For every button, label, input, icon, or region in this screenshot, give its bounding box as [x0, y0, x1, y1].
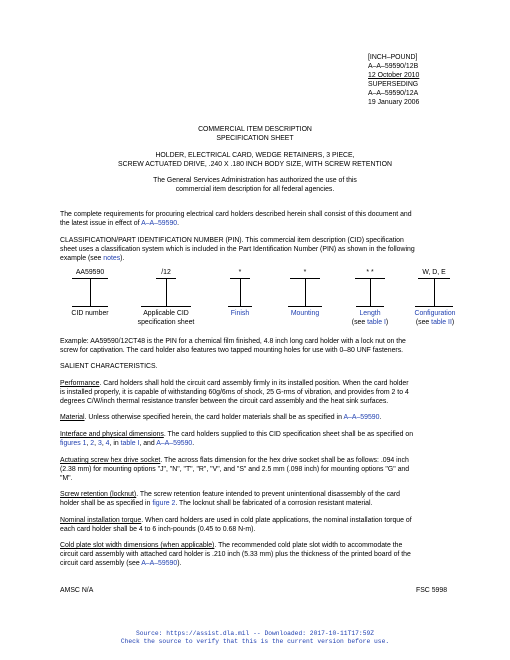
title-line-2: SPECIFICATION SHEET	[216, 135, 294, 142]
pin-code-mounting: *	[303, 269, 307, 276]
previous-document-id: A–A–59590/12A	[368, 90, 419, 97]
comma: ,	[101, 440, 106, 448]
torque-line-1	[60, 516, 460, 525]
pin-code-finish: *	[238, 269, 242, 276]
tick-finish	[228, 306, 252, 307]
actuating-heading: Actuating screw hex drive socket	[60, 457, 161, 464]
close-paren: ).	[120, 255, 125, 263]
notes-link[interactable]: notes	[103, 255, 121, 263]
leader-length	[370, 279, 371, 306]
units-label: [INCH–POUND]	[368, 54, 418, 61]
retention-heading: Screw retention (locknut)	[60, 491, 137, 498]
pin-code-cid: AA59590	[75, 269, 105, 276]
salient-heading: SALIENT CHARACTERISTICS.	[60, 363, 158, 370]
tick-configuration	[415, 306, 453, 307]
interface-text: . The card holders supplied to this CID specification sheet shall be as specified on	[163, 431, 414, 438]
see-text: (see	[415, 319, 432, 326]
verify-line: Check the source to verify that this is the current version before use.	[120, 638, 390, 645]
length-ref	[340, 318, 400, 327]
figure-2-link[interactable]: figure 2	[152, 500, 176, 508]
table-i-link[interactable]: table I	[120, 440, 140, 448]
comma: ,	[86, 440, 91, 448]
coldplate-text: . The recommended cold plate slot width to accommodate the	[214, 542, 403, 549]
header-block	[368, 53, 478, 107]
requirements-line-1: The complete requirements for procuring electrical card holders described herein shall consist of this document and	[60, 211, 412, 218]
leader-mounting	[305, 279, 306, 306]
retention-line-1	[60, 490, 460, 499]
see-text: (see	[351, 319, 368, 326]
pin-label-mounting[interactable]: Mounting	[290, 310, 320, 317]
and-text: , and	[139, 440, 157, 448]
example-line-2: screw for captivation. The card holder also features two tapped mounting holes for use with 0–80 UNF fasteners.	[60, 347, 404, 355]
superseding-label: SUPERSEDING	[368, 81, 419, 88]
tick-length	[356, 306, 384, 307]
close-paren: ).	[177, 560, 182, 568]
subject-line-1: HOLDER, ELECTRICAL CARD, WEDGE RETAINERS, 3 PIECE,	[155, 152, 355, 159]
classification-paragraph	[60, 236, 460, 264]
leader-cid	[90, 279, 91, 306]
example-line-1: Example: AA59590/12CT48 is the PIN for a chemical film finished, 4.8 inch long card holder with a lock nut on the	[60, 338, 406, 345]
period: .	[379, 414, 382, 421]
retention-paragraph	[60, 490, 460, 508]
coldplate-aa59590-link[interactable]: A–A–59590	[141, 560, 178, 568]
classification-text: example (see	[60, 255, 104, 263]
leader-configuration	[434, 279, 435, 306]
retention-text-3: . The locknut shall be fabricated of a corrosion resistant material.	[175, 500, 373, 508]
figure-3-link[interactable]: 3	[97, 440, 102, 448]
material-aa59590-link[interactable]: A–A–59590	[343, 414, 380, 421]
torque-paragraph	[60, 516, 460, 534]
performance-text: . Card holders shall hold the circuit card assembly firmly in its installed position. When the card holder	[99, 380, 409, 387]
pin-label-configuration	[400, 309, 470, 327]
comma: ,	[94, 440, 98, 448]
amsc-label: AMSC N/A	[60, 587, 94, 594]
length-link[interactable]: Length	[359, 310, 381, 317]
pin-label-finish[interactable]: Finish	[230, 310, 250, 317]
table-i-link[interactable]: table I	[367, 319, 386, 326]
interface-heading: Interface and physical dimensions	[60, 431, 164, 438]
figure-2-link[interactable]: 2	[90, 440, 95, 448]
retention-text-2: holder shall be as specified in	[60, 500, 153, 508]
interface-aa59590-link[interactable]: A–A–59590	[156, 440, 193, 448]
source-footer	[0, 630, 510, 646]
coldplate-paragraph	[60, 541, 460, 569]
document-date: 12 October 2010	[368, 72, 420, 79]
period: .	[177, 220, 180, 228]
performance-paragraph	[60, 379, 460, 407]
configuration-ref	[400, 318, 470, 327]
coldplate-line-2: circuit card assembly with attached card holder is .210 inch (5.33 mm) plus the thickness of the printed board of the	[60, 551, 411, 559]
requirements-line-2	[60, 219, 460, 228]
requirements-text: the latest issue in effect of	[60, 220, 142, 228]
document-title	[0, 125, 510, 143]
leader-finish	[240, 279, 241, 306]
material-text: . Unless otherwise specified herein, the card holder materials shall be as specified in	[84, 414, 344, 421]
classification-line-1: CLASSIFICATION/PART IDENTIFICATION NUMBER (PIN). This commercial item description (CID) specification	[60, 237, 404, 244]
in-text: , in	[109, 440, 121, 448]
pin-code-configuration: W, D, E	[422, 269, 446, 276]
torque-text: . When card holders are used in cold plate applications, the nominal installation torque of	[141, 517, 412, 524]
close-paren: )	[385, 319, 389, 326]
coldplate-line-1	[60, 541, 460, 550]
performance-line-2: is installed properly, it is capable of withstanding 60g/6ms of shock, 25 G-rms of vibration, and provides from 2 to 4	[60, 389, 409, 397]
classification-line-2: sheet uses a classification system which is included in the Part Identification Number (PIN) as shown in the following	[60, 246, 415, 254]
spec-sheet-label: specification sheet	[137, 319, 195, 326]
pin-diagram	[0, 266, 510, 334]
period: .	[192, 440, 195, 448]
pin-code-length: * *	[366, 269, 374, 276]
leader-sheet	[166, 279, 167, 306]
coldplate-text-3: circuit card assembly (see	[60, 560, 142, 568]
table-ii-link[interactable]: table II	[431, 319, 452, 326]
pin-label-cid	[55, 309, 125, 318]
previous-document-date: 19 January 2006	[368, 99, 420, 106]
actuating-text: . The across flats dimension for the hex drive socket shall be as follows: .094 inch	[160, 457, 409, 464]
pin-label-length	[340, 309, 400, 327]
interface-paragraph	[60, 430, 460, 448]
interface-line-2	[60, 439, 460, 448]
gsa-line-1: The General Services Administration has authorized the use of this	[153, 177, 357, 184]
requirements-paragraph	[60, 210, 460, 228]
close-paren: )	[451, 319, 455, 326]
coldplate-line-3	[60, 559, 460, 568]
tick-sheet	[141, 306, 191, 307]
cid-number-label: CID number	[71, 310, 109, 317]
gsa-line-2: commercial item description for all federal agencies.	[175, 186, 335, 193]
tick-mounting	[288, 306, 322, 307]
pin-label-sheet	[126, 309, 206, 327]
torque-heading: Nominal installation torque	[60, 517, 142, 524]
performance-heading: Performance	[60, 380, 100, 387]
material-heading: Material	[60, 414, 85, 421]
title-line-1: COMMERCIAL ITEM DESCRIPTION	[198, 126, 312, 133]
actuating-paragraph	[60, 456, 460, 484]
gsa-authorization	[0, 176, 510, 194]
example-paragraph	[60, 337, 460, 355]
retention-line-2	[60, 499, 460, 508]
pin-code-sheet: /12	[161, 269, 171, 276]
retention-text: . The screw retention feature intended to prevent unintentional disassembly of the card	[136, 491, 401, 498]
interface-line-1	[60, 430, 460, 439]
source-line: Source: https://assist.dla.mil -- Downloaded: 2017-10-11T17:59Z	[135, 630, 375, 637]
aa59590-link[interactable]: A–A–59590	[141, 220, 178, 228]
performance-line-3: degrees C/W/inch thermal resistance transfer between the circuit card assembly and the heat sink surfaces.	[60, 398, 389, 406]
subject-line-2: SCREW ACTUATED DRIVE, .240 X .180 INCH BODY SIZE, WITH SCREW RETENTION	[118, 161, 392, 168]
applicable-cid-label: Applicable CID	[143, 310, 189, 317]
material-paragraph	[60, 413, 460, 422]
tick-cid	[72, 306, 108, 307]
figure-1-link[interactable]: figures 1	[60, 440, 87, 448]
actuating-line-1	[60, 456, 460, 465]
figure-4-link[interactable]: 4	[105, 440, 110, 448]
actuating-line-3: "M".	[60, 475, 73, 483]
performance-line-1	[60, 379, 460, 388]
coldplate-heading: Cold plate slot width dimensions (when applicable)	[60, 542, 215, 549]
fsc-label: FSC 5998	[416, 587, 448, 594]
actuating-line-2: (2.38 mm) for mounting options "J", "N", "T", "R", "V", and "S" and 2.5 mm (.098 inch) for mounting options "G" and	[60, 466, 410, 474]
classification-line-3	[60, 254, 460, 263]
document-subject	[0, 151, 510, 169]
configuration-link[interactable]: Configuration	[414, 310, 456, 317]
torque-line-2: each card holder shall be 4 to 6 inch-pounds (0.45 to 0.68 N-m).	[60, 526, 256, 534]
document-id: A–A–59590/12B	[368, 63, 419, 70]
